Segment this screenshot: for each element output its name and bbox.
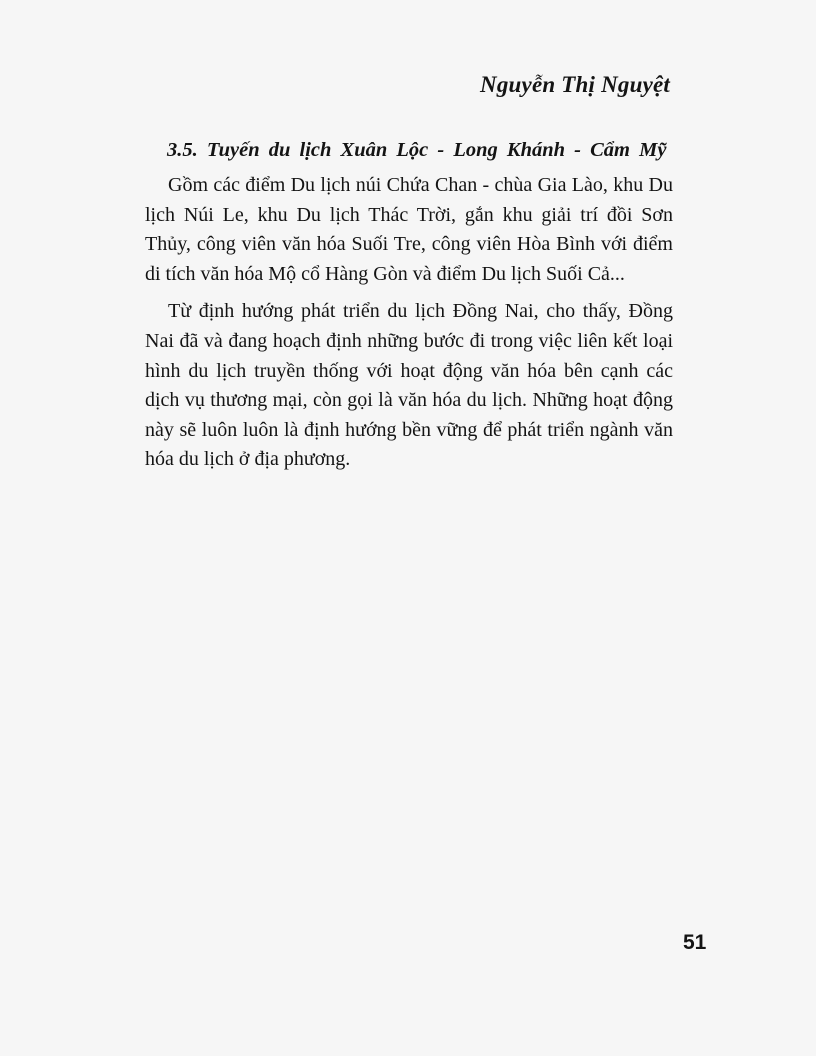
running-header-author: Nguyễn Thị Nguyệt — [480, 72, 670, 97]
body-paragraph: Gồm các điểm Du lịch núi Chứa Chan - chùa Gia Lào, khu Du lịch Núi Le, khu Du lịch Thác Trời, gắn khu giải trí đồi Sơn Thủy, công viên văn hóa Suối Tre, công viên Hòa Bình với điểm di tích văn hóa Mộ cổ Hàng Gòn và điểm Du lịch Suối Cả... — [145, 174, 673, 285]
page-content — [145, 136, 673, 483]
page-number: 51 — [683, 931, 707, 954]
section-heading: 3.5. Tuyến du lịch Xuân Lộc - Long Khánh - Cẩm Mỹ — [167, 139, 667, 161]
body-paragraph: Từ định hướng phát triển du lịch Đồng Nai, cho thấy, Đồng Nai đã và đang hoạch định những bước đi trong việc liên kết loại hình du lịch truyền thống với hoạt động văn hóa bên cạnh các dịch vụ thương mại, còn gọi là văn hóa du lịch. Những hoạt động này sẽ luôn luôn là định hướng bền vững để phát triển ngành văn hóa du lịch ở địa phương. — [145, 300, 673, 471]
